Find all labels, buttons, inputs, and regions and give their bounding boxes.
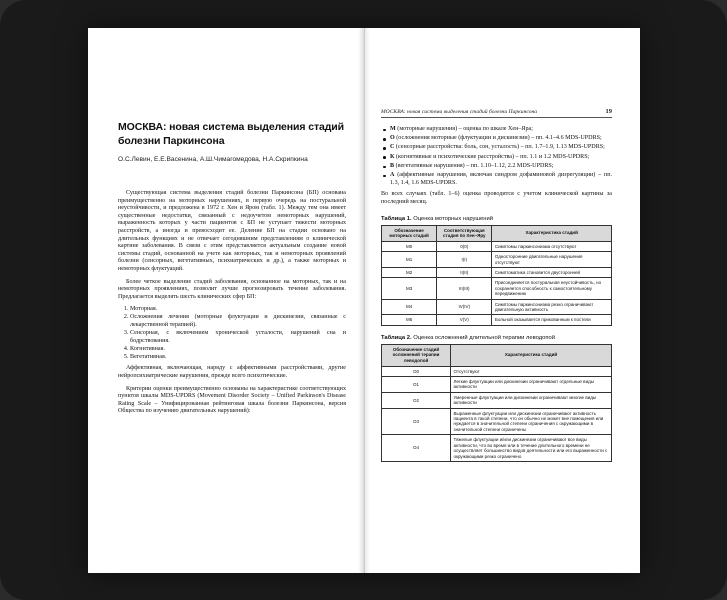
table-row [382, 278, 612, 299]
table-cell: Умеренные флуктуации или дискинезии ограничивают многие виды активности [451, 392, 612, 408]
table-row [382, 252, 612, 268]
list-item: С (сенсорные расстройства: боль, сон, усталость) – пп. 1.7–1.9, 1.13 MDS-UPDRS; [381, 144, 612, 152]
list-item: 2. Осложнения лечения (моторные флуктуации и дискинезии, связанные с лекарственной терапией). [130, 314, 346, 329]
list-item: А (аффективные нарушения, включая синдром дофаминовой дизрегуляции) – пп. 1.3, 1.4, 1.6 MDS-UPDRS. [381, 172, 612, 187]
table-row [382, 241, 612, 251]
table-cell: IV(IV) [437, 299, 492, 315]
book-spread [88, 28, 640, 573]
table-row [382, 315, 612, 325]
table-cell: М4 [382, 299, 437, 315]
table-cell: М1 [382, 252, 437, 268]
table-cell: М0 [382, 241, 437, 251]
table-row [382, 392, 612, 408]
table-cell: Присоединяется постуральная неустойчивость, но сохраняется способность к самостоятельному передвижению [492, 278, 612, 299]
column-header: Характеристика стадий [451, 344, 612, 366]
table1-caption-text: Оценка моторных нарушений [413, 215, 493, 222]
table-cell: Тяжелые флуктуации и/или дискинезии ограничивают все виды активности, что во время или в течение длительного времени не осуществляет большинство видов деятельности или его выраженности с окружающими резко ограничено [451, 435, 612, 462]
table-cell: О2 [382, 392, 451, 408]
table2-caption-text: Оценка осложнений длительной терапии леводопой [413, 334, 555, 341]
clinical-spheres-list [118, 306, 346, 361]
table2-caption-label: Таблица 2. [381, 334, 412, 341]
list-item: М (моторные нарушения) – оценка по шкале Хен–Яра; [381, 126, 612, 134]
updrs-bullet-list [381, 126, 612, 187]
table-row [382, 435, 612, 462]
column-header: Обозначение моторных стадий [382, 225, 437, 241]
table-motor-stages [381, 225, 612, 326]
body-paragraph: Во всех случаях (табл. 1–6) оценка проводится с учетом клинической картины за последний месяц. [381, 191, 612, 206]
table-cell: Выраженные флуктуации или дискинезии ограничивают активность пациента в такой степени, что он обычно не может вне помещения или нуждается в значительной степени ограничения с окружающими в значительной степени ограничены [451, 408, 612, 435]
table-cell: I(I) [437, 252, 492, 268]
table-cell: Односторонние двигательные нарушения отсутствуют [492, 252, 612, 268]
table-cell: Отсутствуют [451, 366, 612, 376]
list-item: 1. Моторная. [130, 306, 346, 314]
column-header: Соответствующая стадия по Хен–Яру [437, 225, 492, 241]
table-header-row [382, 225, 612, 241]
table-row [382, 299, 612, 315]
column-header: Обозначение стадий осложнений терапии леводопой [382, 344, 451, 366]
table-cell: Симптоматика становится двусторонней [492, 268, 612, 278]
article-authors: О.С.Левин, Е.Е.Васенина, А.Ш.Чимагомедова, Н.А.Скрипкина [118, 156, 308, 163]
body-paragraph: Аффективная, включающая, наряду с аффективными расстройствами, другие нейропсихиатрические нарушения, прежде всего психотические. [118, 365, 346, 380]
table1-caption-label: Таблица 1. [381, 215, 412, 222]
table-row [382, 268, 612, 278]
body-paragraph: Существующая система выделения стадий болезни Паркинсона (БП) основана преимущественно на моторных нарушениях, в первую очередь на постуральной неустойчивости, и предложена в 1972 г. Хен и Яром (табл. 1). Между тем она имеет существенные недостатки, связанный с недоучетом немоторных нарушений, выраженность которых у части пациентов с БП не уступает тяжести моторных расстройств, а иногда и превосходит ее. Деление БП на стадии основано на длительных функциях и не отвечает сегодняшним представлениям о клинической картине заболевания. В связи с этим представляется актуальным создание новой системы стадий, основанной на учете как моторных, так и немоторных проявлений болезни (сенсорных, вегетативных, психиатрических и др.), а также моторных и немоторных флуктуаций. [118, 190, 346, 272]
list-item: О (осложнения моторные (флуктуации и дискинезии) – пп. 4.1–4.6 MDS-UPDRS; [381, 135, 612, 143]
running-head [381, 108, 612, 118]
list-item: 5. Вегетативная. [130, 354, 346, 362]
table-cell: Симптомы паркинсонизма отсутствуют [492, 241, 612, 251]
column-header: Характеристика стадий [492, 225, 612, 241]
table-cell: О1 [382, 377, 451, 393]
running-head-title: МОСКВА: новая система выделения стадий болезни Паркинсона [381, 109, 538, 115]
table-levodopa-complications [381, 344, 612, 462]
list-item: 4. Когнитивная. [130, 346, 346, 354]
table-row [382, 366, 612, 376]
table-cell: Легкие флуктуации или дискинезии ограничивают отдельные виды активности [451, 377, 612, 393]
page-number: 19 [605, 108, 612, 115]
body-paragraph: Более четкое выделение стадий заболевания, основанное на моторных, так и на немоторных проявлениях, позволит лучше прогнозировать течение заболевания. Предлагается выделять шесть клинических сфер БП: [118, 278, 346, 300]
table-cell: V(V) [437, 315, 492, 325]
article-title: МОСКВА: новая система выделения стадий болезни Паркинсона [118, 121, 345, 147]
table-cell: О4 [382, 435, 451, 462]
table-row [382, 377, 612, 393]
table-cell: 0(0) [437, 241, 492, 251]
table-cell: III(III) [437, 278, 492, 299]
page-right [364, 28, 640, 573]
table-cell: Симптомы паркинсонизма резко ограничивают двигательную активность [492, 299, 612, 315]
table2-body [382, 366, 612, 461]
table-row [382, 408, 612, 435]
page-left [88, 28, 364, 573]
table-cell: II(II) [437, 268, 492, 278]
list-item: 3. Сенсорная, с включением хронической усталости, нарушений сна и бодрствования. [130, 330, 346, 345]
list-item: В (вегетативные нарушения) – пп. 1.10–1.12, 2.2 MDS-UPDRS; [381, 163, 612, 171]
table-cell: М3 [382, 278, 437, 299]
table2-caption [381, 335, 612, 341]
body-paragraph: Критерии оценки преимущественно основаны на характеристике соответствующих пунктов шкалы MDS-UPDRS (Movement Disorder Society – Unified Parkinson's Disease Rating Scale – Унифицированная рейтинговая шкала болезни Паркинсона, версия Общества по изучению двигательных нарушений): [118, 385, 346, 415]
table1-body [382, 241, 612, 325]
table1-caption [381, 216, 612, 222]
list-item: К (когнитивные и психотические расстройства) – пп. 1.1 и 1.2 MDS-UPDRS; [381, 154, 612, 162]
table-cell: О3 [382, 408, 451, 435]
table-header-row [382, 344, 612, 366]
table-cell: О0 [382, 366, 451, 376]
table-cell: Больной оказывается прикованным к постели [492, 315, 612, 325]
table-cell: М5 [382, 315, 437, 325]
table-cell: М2 [382, 268, 437, 278]
